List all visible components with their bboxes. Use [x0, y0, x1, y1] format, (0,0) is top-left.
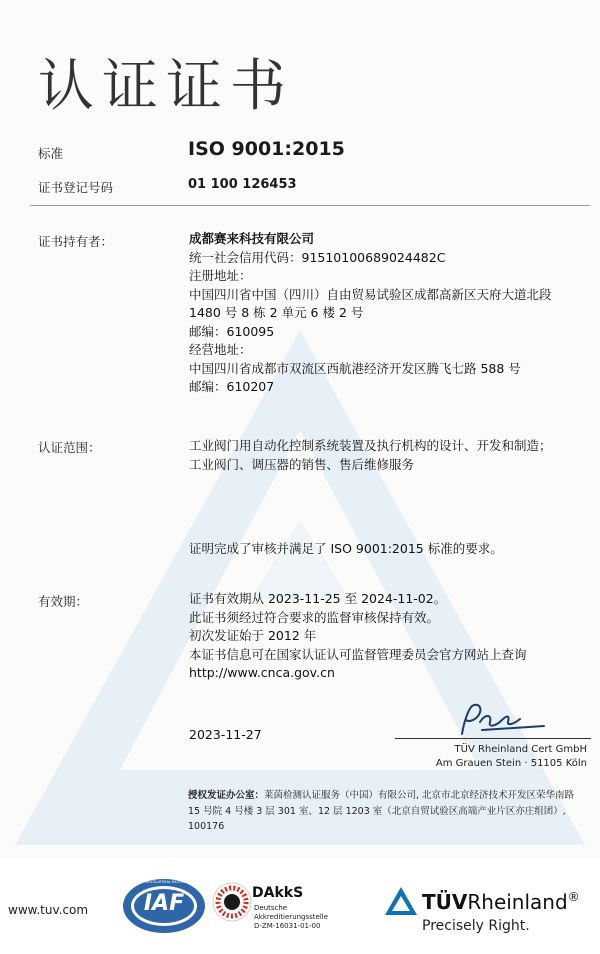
dakks-name: DAkkS — [252, 885, 304, 901]
validity-details — [189, 590, 527, 683]
holder-details — [189, 230, 552, 397]
registered-address-line-2: 1480 号 8 栋 2 单元 6 楼 2 号 — [189, 305, 364, 320]
registration-number-value: 01 100 126453 — [188, 177, 297, 192]
issuing-office-line-3: 100176 — [188, 821, 225, 832]
dakks-details — [254, 904, 328, 931]
registered-address-line-1: 中国四川省中国（四川）自由贸易试验区成都高新区天府大道北段 — [189, 286, 552, 302]
dakks-line-1: Deutsche — [254, 904, 288, 912]
issuing-office-label: 授权发证办公室： — [188, 790, 265, 801]
dakks-logo — [212, 882, 332, 952]
dakks-emblem-icon — [212, 882, 252, 922]
verification-note: 本证书信息可在国家认证认可监督管理委员会官方网站上查询 — [189, 646, 527, 662]
validity-period: 证书有效期从 2023-11-25 至 2024-11-02。 — [189, 591, 447, 606]
tuv-tagline: Precisely Right. — [422, 918, 530, 934]
signature-line — [395, 738, 591, 739]
issuer-name: TÜV Rheinland Cert GmbH — [454, 744, 587, 755]
verification-url: http://www.cnca.gov.cn — [189, 665, 335, 680]
iaf-ring-text: MEMBER OF MULTILATERAL RECOGNITION ARRANGEMENT — [122, 880, 227, 884]
standard-label: 标准 — [38, 146, 64, 161]
divider-line — [30, 205, 590, 206]
dakks-line-2: Akkreditierungsstelle — [254, 913, 329, 921]
scope-label: 认证范围： — [38, 440, 101, 455]
business-address-label: 经营地址： — [189, 342, 252, 357]
first-issue-year: 初次发证始于 2012 年 — [189, 628, 317, 643]
validity-condition: 此证书须经过符合要求的监督审核保持有效。 — [189, 609, 440, 625]
iaf-logo — [122, 878, 227, 934]
certificate-title: 认证证书 — [38, 54, 294, 119]
issuing-office-line-1: 莱茵检测认证服务（中国）有限公司, 北京市北京经济技术开发区荣华南路 — [264, 790, 575, 801]
business-postcode: 邮编：610207 — [189, 379, 275, 394]
standard-value: ISO 9001:2015 — [188, 138, 345, 160]
holder-company-name: 成都赛来科技有限公司 — [189, 231, 315, 246]
issuing-office — [188, 788, 574, 835]
signature-mark — [452, 700, 552, 740]
business-address-line: 中国四川省成都市双流区西航港经济开发区腾飞七路 588 号 — [189, 360, 521, 376]
iaf-text: IAF — [143, 891, 185, 916]
scope-line-1: 工业阀门用自动化控制系统装置及执行机构的设计、开发和制造； — [189, 438, 552, 453]
tuv-triangle-icon — [384, 886, 418, 916]
scope-line-2: 工业阀门、调压器的销售、售后维修服务 — [189, 456, 415, 472]
validity-label: 有效期： — [38, 594, 89, 609]
issuer-address: Am Grauen Stein · 51105 Köln — [435, 758, 587, 769]
scope-details — [189, 437, 552, 474]
certificate-footer — [0, 858, 600, 954]
registered-address-label: 注册地址： — [189, 268, 252, 283]
issuer-block — [395, 743, 587, 771]
tuv-rheinland-logo — [384, 886, 596, 948]
website-link[interactable]: www.tuv.com — [8, 903, 89, 917]
tuv-brand: TÜVRheinland® — [422, 890, 580, 914]
holder-label: 证书持有者： — [38, 234, 114, 249]
issue-date: 2023-11-27 — [189, 727, 262, 742]
registered-postcode: 邮编：610095 — [189, 323, 275, 339]
issuing-office-line-2: 15 号院 4 号楼 3 层 301 室、12 层 1203 室（北京自贸试验区高端产业片区亦庄组团）, — [188, 805, 566, 817]
conformity-statement: 证明完成了审核并满足了 ISO 9001:2015 标准的要求。 — [189, 541, 503, 556]
registration-number-label: 证书登记号码 — [38, 180, 114, 195]
dakks-line-3: D-ZM-16031-01-00 — [254, 922, 321, 930]
holder-credit-code: 统一社会信用代码：91510100689024482C — [189, 249, 446, 265]
